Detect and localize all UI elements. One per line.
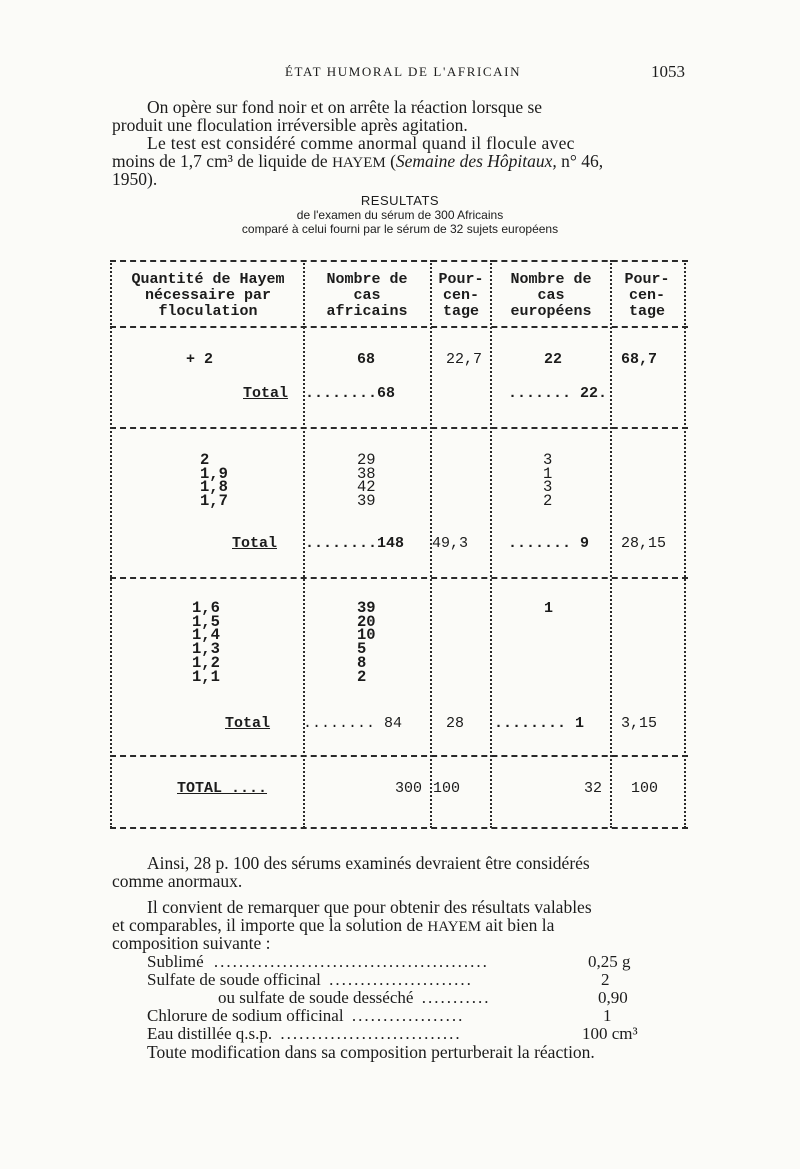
formula-value: 100 cm³ <box>582 1024 638 1043</box>
formula-value: 0,90 <box>598 988 628 1007</box>
leader-dots: .................. <box>351 1006 465 1025</box>
formula-name: Sublimé <box>147 952 204 971</box>
caption-line-1: de l'examen du sérum de 300 Africains <box>296 208 504 222</box>
conclusion-line-1: Ainsi, 28 p. 100 des sérums examinés devraient être considérés <box>147 853 590 873</box>
col-rule-right <box>684 260 686 828</box>
g1-pct-europeans: 68,7 <box>621 351 658 368</box>
g2-quantities: 2 1,9 1,8 1,7 <box>200 451 228 511</box>
header-quantity-l1: Quantité de Hayem <box>131 271 285 288</box>
header-pct-africans <box>432 272 490 320</box>
header-quantity-l3: floculation <box>158 303 258 320</box>
g2-total-africans: ........148 <box>305 535 405 552</box>
g2-pct-africans: 49,3 <box>432 535 469 552</box>
col-rule-4 <box>490 260 492 828</box>
formula-name: Eau distillée q.s.p. <box>147 1024 273 1043</box>
hayem-name-2: HAYEM <box>427 919 482 935</box>
page-number: 1053 <box>651 62 685 81</box>
formula-row-2 <box>147 970 473 990</box>
g1-total-africans: ........68 <box>305 385 396 402</box>
g2-europeans: 3 1 3 2 <box>543 451 553 511</box>
formula-name: ou sulfate de soude desséché <box>218 988 414 1007</box>
g3-quantities: 1,6 1,5 1,4 1,3 1,2 1,1 <box>192 599 220 686</box>
rule-group-2 <box>110 577 688 579</box>
g2-total-europeans: ....... 9 <box>508 535 590 552</box>
rule-bottom <box>110 827 688 829</box>
header-europeans-l1: Nombre de <box>510 271 592 288</box>
header-pct-africans-l3: tage <box>442 303 479 320</box>
header-quantity <box>113 272 303 320</box>
intro-line-3: Le test est considéré comme anormal quand il flocule avec <box>147 133 575 153</box>
header-pct-europeans-l1: Pour- <box>624 271 670 288</box>
g1-total-europeans: ....... 22. <box>508 385 608 402</box>
header-pct-europeans-l3: tage <box>628 303 665 320</box>
g3-pct-europeans: 3,15 <box>621 715 658 732</box>
header-africans-l1: Nombre de <box>326 271 408 288</box>
running-head-title: ÉTAT HUMORAL DE L'AFRICAIN <box>285 64 522 79</box>
rule-group-3 <box>110 755 688 757</box>
rule-header <box>110 326 688 328</box>
formula-value: 1 <box>603 1006 612 1025</box>
leader-dots: ....................... <box>329 970 473 989</box>
g3-pct-africans: 28 <box>446 715 465 732</box>
grand-total-europeans: 32 <box>584 780 603 797</box>
rule-group-1 <box>110 427 688 429</box>
header-pct-europeans-l2: cen- <box>628 287 665 304</box>
header-europeans-l2: cas <box>537 287 565 304</box>
formula-value: 2 <box>601 970 610 989</box>
intro-line-1: On opère sur fond noir et on arrête la réaction lorsque se <box>147 97 543 117</box>
leader-dots: ........... <box>421 988 491 1007</box>
g3-total-label: Total <box>225 715 271 732</box>
formula-row-5 <box>147 1024 462 1044</box>
closing-line: Toute modification dans sa composition perturberait la réaction. <box>147 1042 595 1062</box>
g3-total-europeans: ........ 1 <box>494 715 585 732</box>
g2-total-label: Total <box>232 535 278 552</box>
hayem-name: HAYEM <box>332 155 386 171</box>
leader-dots: ............................................ <box>213 952 489 971</box>
caption-title: RESULTATS <box>360 193 440 208</box>
formula-name: Chlorure de sodium officinal <box>147 1006 344 1025</box>
journal-title: Semaine des Hôpitaux, <box>395 151 557 171</box>
note-line-1: Il convient de remarquer que pour obtenir des résultats valables <box>147 897 592 917</box>
leader-dots: ............................. <box>280 1024 462 1043</box>
note-line-3: composition suivante : <box>112 933 271 953</box>
g3-africans: 39 20 10 5 8 2 <box>357 599 376 686</box>
note-line-2-a: et comparables, il importe que la solution de <box>112 915 428 935</box>
header-europeans <box>493 272 609 320</box>
note-line-2-c: ait bien la <box>481 915 555 935</box>
g2-pct-europeans: 28,15 <box>621 535 667 552</box>
grand-total-label-text: TOTAL .... <box>177 780 268 797</box>
intro-line-5: 1950). <box>112 169 158 189</box>
header-africans <box>306 272 428 320</box>
header-africans-l2: cas <box>353 287 381 304</box>
header-quantity-l2: nécessaire par <box>144 287 272 304</box>
g3-total-africans: ........ 84 <box>303 715 403 732</box>
grand-total-label <box>177 780 267 797</box>
grand-total-pct-europeans: 100 <box>631 780 659 797</box>
intro-line-2: produit une floculation irréversible après agitation. <box>112 115 468 135</box>
header-pct-africans-l2: cen- <box>442 287 479 304</box>
header-europeans-l3: européens <box>510 303 592 320</box>
header-pct-africans-l1: Pour- <box>438 271 484 288</box>
caption-line-2: comparé à celui fourni par le sérum de 32 sujets européens <box>241 222 559 236</box>
col-rule-5 <box>610 260 612 828</box>
g1-europeans: 22 <box>544 351 563 368</box>
grand-total-africans: 300 <box>395 780 423 797</box>
formula-row-4 <box>147 1006 464 1026</box>
g2-africans: 29 38 42 39 <box>357 451 376 511</box>
g1-total-label: Total <box>243 385 289 402</box>
intro-line-4-c: ( <box>385 151 396 171</box>
intro-line-4-e: n° 46, <box>556 151 604 171</box>
formula-value: 0,25 g <box>588 952 631 971</box>
g3-europeans: 1 <box>544 600 554 617</box>
g1-africans: 68 <box>357 351 376 368</box>
header-pct-europeans <box>612 272 682 320</box>
header-africans-l3: africains <box>326 303 408 320</box>
rule-top <box>110 260 688 262</box>
g1-quantity: + 2 <box>186 351 214 368</box>
intro-line-4-a: moins de 1,7 cm³ de liquide de <box>112 151 333 171</box>
grand-total-pct-africans: 100 <box>433 780 461 797</box>
formula-row-3 <box>218 988 490 1008</box>
g1-pct-africans: 22,7 <box>446 351 483 368</box>
conclusion-line-2: comme anormaux. <box>112 871 243 891</box>
formula-name: Sulfate de soude officinal <box>147 970 321 989</box>
formula-row-1 <box>147 952 489 972</box>
col-rule-left <box>110 260 112 828</box>
